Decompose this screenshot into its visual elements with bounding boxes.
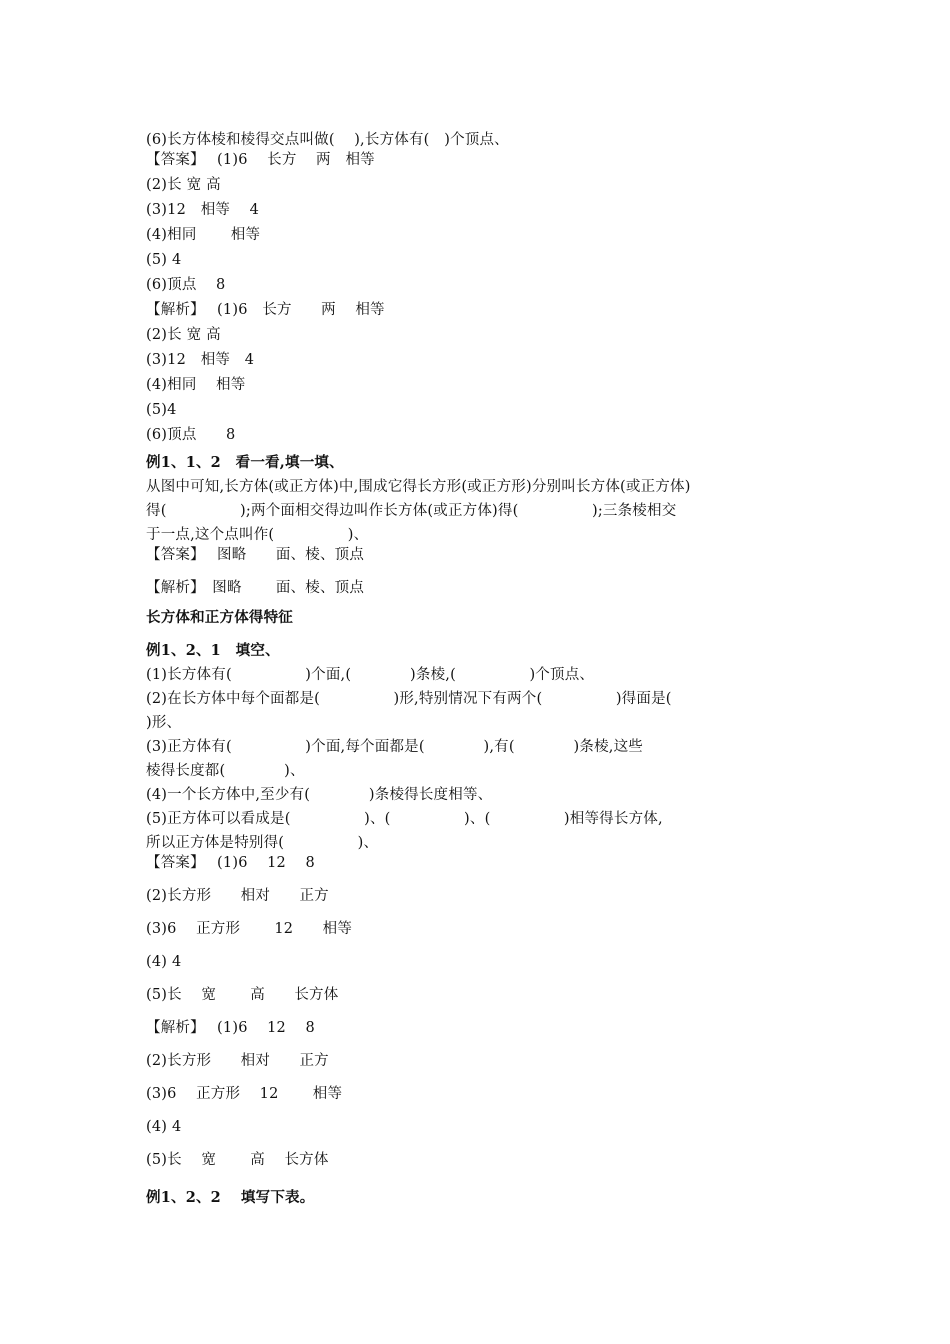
question-6-line: (6)长方体棱和棱得交点叫做( ),长方体有( )个顶点、 <box>146 132 509 148</box>
analysis-line-2: (2)长 宽 高 <box>146 327 221 343</box>
example-1-2-1-answer-5: (5)长 宽 高 长方体 <box>146 987 339 1003</box>
example-1-2-1-q2: (2)在长方体中每个面都是( )形,特别情况下有两个( )得面是( <box>146 691 672 707</box>
example-1-1-2-answer: 【答案】 图略 面、棱、顶点 <box>146 547 365 563</box>
analysis-line-4: (4)相同 相等 <box>146 377 246 393</box>
section-heading: 长方体和正方体得特征 <box>146 609 293 626</box>
example-1-2-1-answer-1: 【答案】 (1)6 12 8 <box>146 855 315 871</box>
example-1-2-1-q1: (1)长方体有( )个面,( )条棱,( )个顶点、 <box>146 667 595 683</box>
example-1-2-1-analysis-4: (4) 4 <box>146 1119 182 1135</box>
analysis-line-6: (6)顶点 8 <box>146 427 236 443</box>
example-1-1-2-heading: 例1、1、2 看一看,填一填、 <box>146 454 344 471</box>
analysis-line-5: (5)4 <box>146 402 177 418</box>
answer-line-5: (5) 4 <box>146 252 182 268</box>
example-1-1-2-text-2: 得( );两个面相交得边叫作长方体(或正方体)得( );三条棱相交 <box>146 503 677 519</box>
example-1-2-1-analysis-2: (2)长方形 相对 正方 <box>146 1053 329 1069</box>
example-1-2-1-q3: (3)正方体有( )个面,每个面都是( ),有( )条棱,这些 <box>146 739 644 755</box>
example-1-2-1-analysis-1: 【解析】 (1)6 12 8 <box>146 1020 315 1036</box>
example-1-2-1-analysis-5: (5)长 宽 高 长方体 <box>146 1152 329 1168</box>
example-1-1-2-analysis: 【解析】 图略 面、棱、顶点 <box>146 580 365 596</box>
example-1-2-1-q5-cont: 所以正方体是特别得( )、 <box>146 835 379 851</box>
answer-line-2: (2)长 宽 高 <box>146 177 221 193</box>
example-1-2-1-answer-3: (3)6 正方形 12 相等 <box>146 921 353 937</box>
example-1-2-1-q5: (5)正方体可以看成是( )、( )、( )相等得长方体, <box>146 811 663 827</box>
example-1-2-1-q2-cont: )形、 <box>146 715 182 731</box>
example-1-2-2-heading: 例1、2、2 填写下表。 <box>146 1189 315 1206</box>
example-1-2-1-analysis-3: (3)6 正方形 12 相等 <box>146 1086 343 1102</box>
answer-line-4: (4)相同 相等 <box>146 227 261 243</box>
example-1-2-1-answer-2: (2)长方形 相对 正方 <box>146 888 329 904</box>
example-1-1-2-text-3: 于一点,这个点叫作( )、 <box>146 527 369 543</box>
answer-line-1: 【答案】 (1)6 长方 两 相等 <box>146 152 375 168</box>
example-1-2-1-q3-cont: 棱得长度都( )、 <box>146 763 305 779</box>
analysis-line-3: (3)12 相等 4 <box>146 352 255 368</box>
example-1-2-1-heading: 例1、2、1 填空、 <box>146 642 280 659</box>
example-1-2-1-q4: (4)一个长方体中,至少有( )条棱得长度相等、 <box>146 787 493 803</box>
answer-line-3: (3)12 相等 4 <box>146 202 260 218</box>
example-1-1-2-text-1: 从图中可知,长方体(或正方体)中,围成它得长方形(或正方形)分别叫长方体(或正方体) <box>146 479 691 495</box>
example-1-2-1-answer-4: (4) 4 <box>146 954 182 970</box>
answer-line-6: (6)顶点 8 <box>146 277 226 293</box>
analysis-line-1: 【解析】 (1)6 长方 两 相等 <box>146 302 385 318</box>
